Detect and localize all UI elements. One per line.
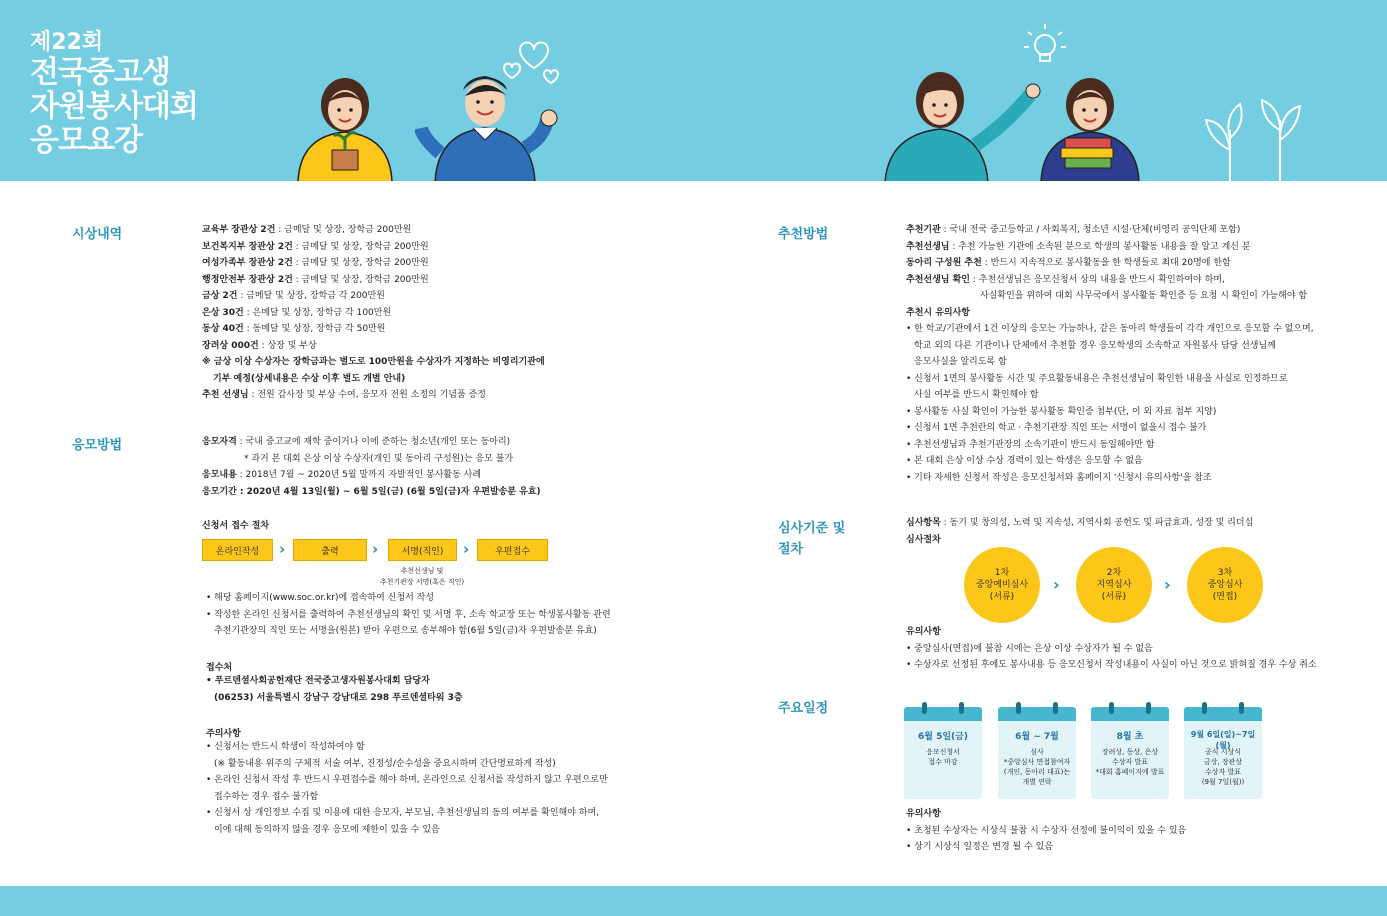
award-line: 여성가족부 장관상 2건 : 금메달 및 상장, 장학금 200만원 (202, 258, 429, 268)
procedure-notes: • 해당 홈페이지(www.soc.or.kr)에 접속하여 신청서 작성 • 작성한 온라인 신청서를 출력하여 추천선생님의 확인 및 서명 후, 소속 학교장 또는 학생봉사활동 관련 추천기관장의 직인 또는 서명을(원본) 받아 우편으로 송부해야 함(6월 5일(금)자 우편발송분 유효) (206, 593, 611, 636)
review-stage-1: 1차 중앙예비심사 (서류) (964, 547, 1040, 623)
apply-period: 응모기간 : 2020년 4월 13일(월) ~ 6월 5일(금) (6월 5일(금)자 우편발송분 유효) (202, 486, 541, 497)
schedule-desc: 장려상, 동상, 은상 수상자 발표 *대회 홈페이지에 발표 (1095, 748, 1165, 776)
apply-caution-title: 주의사항 (206, 729, 241, 739)
recommend-section-label: 추천방법 (778, 227, 829, 242)
award-line: 장려상 000건 : 상장 및 부상 (202, 340, 317, 351)
awards-list (202, 222, 545, 404)
award-note: ※ 금상 이상 수상자는 장학금과는 별도로 100만원을 수상자가 지정하는 비영리기관에 (202, 357, 545, 367)
review-cautions: 유의사항 • 중앙심사(면접)에 불참 시에는 은상 이상 수상자가 될 수 없음 • 수상자로 선정된 후에도 봉사내용 등 응모신청서 작성내용이 사실이 아닌 것으로 밝혀질 경우 수상 취소 (906, 627, 1317, 670)
award-line: 동상 40건 : 동메달 및 상장, 장학금 각 50만원 (202, 324, 386, 334)
awards-section-label: 시상내역 (72, 227, 123, 242)
schedule-cautions: 유의사항 • 초청된 수상자는 시상식 불참 시 수상자 선정에 불이익이 있을 수 있음 • 상기 시상식 일정은 변경 될 수 있음 (906, 809, 1187, 852)
schedule-date: 6월 5일(금) (918, 732, 968, 742)
award-note-cont: 기부 예정(상세내용은 수상 이후 별도 개별 안내) (213, 373, 406, 384)
schedule-desc: 응모신청서 접수 마감 (926, 748, 960, 766)
title-line-3: 응모요강 (30, 123, 142, 158)
award-line: 보건복지부 장관상 2건 : 금메달 및 상장, 장학금 200만원 (202, 241, 429, 252)
chevron-right-icon: › (1164, 575, 1171, 594)
schedule-desc: 공식 시상식 금상, 장관상 수상자 발표 (9월 7일(월)) (1201, 748, 1245, 786)
award-line: 은상 30건 : 은메달 및 상장, 장학금 각 100만원 (202, 307, 392, 318)
step-online: 온라인작성 (202, 539, 273, 561)
reception-address: • 푸르덴셜사회공헌재단 전국중고생자원봉사대회 담당자 (06253) 서울특별시 강남구 강남대로 298 푸르덴셜타워 3층 (206, 676, 463, 703)
title-line-2: 자원봉사대회 (30, 89, 198, 124)
review-section-label: 심사기준 및 절차 (778, 521, 846, 557)
title-edition: 제22회 (30, 30, 104, 55)
apply-qualification: 응모자격 : 국내 중고교에 재학 중이거나 이에 준하는 청소년(개인 또는 동아리) (202, 437, 511, 447)
schedule-section-label: 주요일정 (778, 701, 829, 716)
review-items: 심사항목 : 동기 및 창의성, 노력 및 지속성, 지역사회 공헌도 및 파급효과, 성장 및 리더십 심사절차 (906, 518, 1254, 545)
schedule-date: 9월 6일(일)~7일(월) (1190, 730, 1256, 750)
reception-title: 접수처 (206, 663, 233, 673)
title-line-1: 전국중고생 (30, 55, 170, 90)
award-line: 금상 2건 : 금메달 및 상장, 장학금 각 200만원 (202, 291, 385, 301)
hearts-icon (500, 30, 570, 90)
schedule-date: 8월 초 (1116, 732, 1144, 742)
award-line: 행정안전부 장관상 2건 : 금메달 및 상장, 장학금 200만원 (202, 274, 429, 285)
page-title (30, 30, 198, 158)
schedule-card (1184, 707, 1262, 799)
chevron-right-icon: › (1053, 575, 1060, 594)
review-stage-2: 2차 지역심사 (서류) (1076, 547, 1152, 623)
recommend-info: 추천기관 : 국내 전국 중고등학교 / 사회복지, 청소년 시설·단체(비영리 공익단체 포함) 추천선생님 : 추천 가능한 기관에 소속된 분으로 학생의 봉사활동 내용을 잘 알고 계신 분 동아리 구성원 추천 : 반드시 지속적으로 봉사활동을 한 학생들로 최대 20명에 한함 추천선생님 확인 : 추천선생님은 응모신청서 상의 내용을 반드시 확인하여야 하며, 사실확인을 위하여 대회 사무국에서 봉사활동 확인증 등 요청 시 확인이 가능해야 함 추천시 유의사항 • 한 학교/기관에서 1건 이상의 응모는 가능하나, 같은 동아리 학생들이 각각 개인으로 응모할 수 없으며, 학교 외의 다른 기관이나 단체에서 추천할 경우 응모학생의 소속학교 자원봉사 담당 선생님께 응모사실을 알리도록 함 • 신청서 1면의 봉사활동 시간 및 주요활동내용은 추천선생님이 확인한 내용을 사실로 인정하므로 사실 여부를 반드시 확인해야 함 • 봉사활동 사실 확인이 가능한 봉사활동 확인증 첨부(단, 이 외 자료 첨부 지양) • 신청서 1면 추천란의 학교 · 추천기관장 직인 또는 서명이 없을시 접수 불가 • 추천선생님과 추천기관장의 소속기관이 반드시 동일해야만 함 • 본 대회 은상 이상 수상 경력이 있는 학생은 응모할 수 없음 • 기타 자세한 신청서 작성은 응모신청서와 홈페이지 '신청시 유의사항'을 참조 (906, 225, 1314, 483)
chevron-right-icon: › (463, 540, 470, 558)
procedure-title: 신청서 접수 절차 (202, 521, 270, 531)
student-girl-books-illustration (1035, 72, 1145, 181)
student-girl-plant-illustration (290, 72, 400, 181)
schedule-date: 6월 ~ 7월 (1015, 732, 1059, 742)
schedule-card (904, 707, 982, 799)
award-teacher: 추천 선생님 : 전원 감사장 및 부상 수여, 응모자 전원 소정의 기념품 증정 (202, 390, 486, 400)
schedule-card (1091, 707, 1169, 799)
schedule-desc: 심사 *중앙심사 면접참여자 (개인, 동아리 대표)는 개별 연락 (1003, 748, 1071, 786)
apply-section-label: 응모방법 (72, 438, 123, 453)
award-line: 교육부 장관상 2건 : 금메달 및 상장, 장학금 200만원 (202, 225, 412, 235)
apply-info (202, 434, 541, 500)
apply-content: 응모내용 : 2018년 7월 ~ 2020년 5월 말까지 자발적인 봉사활동 사례 (202, 470, 482, 480)
chevron-right-icon: › (279, 540, 286, 558)
schedule-card (998, 707, 1076, 799)
step-mail: 우편접수 (477, 539, 548, 561)
chevron-right-icon: › (372, 540, 379, 558)
plant-sprout-icon (1200, 90, 1310, 181)
review-stage-3: 3차 중앙심사 (면접) (1187, 547, 1263, 623)
footer-bar (0, 886, 1387, 916)
step-print: 출력 (293, 539, 367, 561)
header-banner (0, 0, 1387, 181)
apply-cautions: • 신청서는 반드시 학생이 작성하여야 함 (※ 활동내용 위주의 구체적 서술 여부, 진정성/순수성을 중요시하며 간단명료하게 작성) • 온라인 신청서 작성 후 반드시 우편접수를 해야 하며, 온라인으로 신청서를 작성하지 않고 우편으로만 접수하는 경우 접수 불가함 • 신청서 상 개인정보 수집 및 이용에 대한 응모자, 부모님, 추천선생님의 동의 여부를 확인해야 하며, 이에 대해 동의하지 않을 경우 응모에 제한이 있을 수 있음 (206, 742, 608, 835)
apply-qualification-note: * 과거 본 대회 은상 이상 수상자(개인 및 동아리 구성원)는 응모 불가 (244, 453, 514, 464)
step-sign: 서명(직인) (388, 539, 457, 561)
step-sign-note: 추천선생님 및 추천기관장 서명(혹은 직인) (379, 567, 465, 586)
lightbulb-icon (1020, 20, 1070, 75)
